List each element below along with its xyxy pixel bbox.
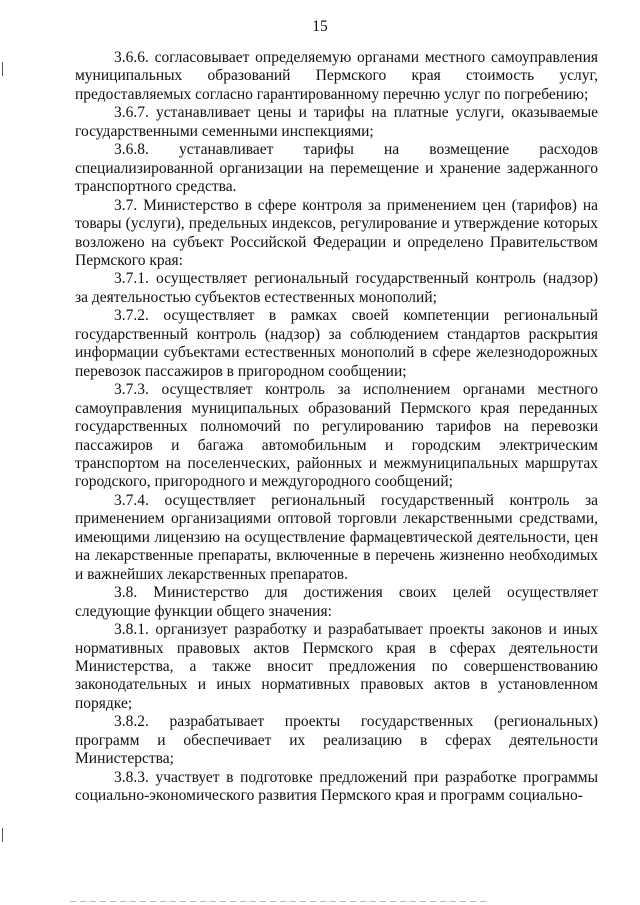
paragraph-3-7-4: 3.7.4. осуществляет региональный государственный контроль за применением организациями оптовой торговли лекарственными средствами, имеющими лицензию на осуществление фармацевтической деятельности, цен на лекарственные препараты, включенные в перечень жизненно необходимых и важнейших лекарственных препаратов.: [75, 491, 598, 583]
paragraph-3-7-2: 3.7.2. осуществляет в рамках своей компетенции региональный государственный контроль (надзор) за соблюдением стандартов раскрытия информации субъектами естественных монополий в сфере железнодорожных перевозок пассажиров в пригородном сообщении;: [75, 307, 598, 380]
paragraph-3-6-8: 3.6.8. устанавливает тарифы на возмещение расходов специализированной организации на перемещение и хранение задержанного транспортного средства.: [75, 141, 598, 196]
paragraph-3-8-1: 3.8.1. организует разработку и разрабатывает проекты законов и иных нормативных правовых актов Пермского края в сферах деятельности Министерства, а также вносит предложения по совершенствованию законодательных и иных нормативных правовых актов в установленном порядке;: [75, 621, 598, 712]
paragraph-3-8: 3.8. Министерство для достижения своих целей осуществляет следующие функции общего значения:: [75, 584, 598, 620]
paragraph-3-8-2: 3.8.2. разрабатывает проекты государственных (региональных) программ и обеспечивает их реализацию в сферах деятельности Министерства;: [75, 713, 598, 768]
document-body: [75, 49, 598, 806]
scan-edge-mark-top: [2, 62, 3, 76]
paragraph-3-7-1: 3.7.1. осуществляет региональный государственный контроль (надзор) за деятельностью субъектов естественных монополий;: [75, 270, 598, 306]
paragraph-3-8-3: 3.8.3. участвует в подготовке предложений при разработке программы социально-экономического развития Пермского края и программ социально-: [75, 768, 598, 805]
paragraph-3-7: 3.7. Министерство в сфере контроля за применением цен (тарифов) на товары (услуги), предельных индексов, регулирование и утверждение которых возложено на субъект Российской Федерации и определено Правительством Пермского края:: [75, 196, 598, 269]
scan-edge-mark-bottom: [2, 828, 3, 842]
paragraph-3-6-6: 3.6.6. согласовывает определяемую органами местного самоуправления муниципальных образований Пермского края стоимость услуг, предоставляемых согласно гарантированному перечню услуг по погребению;: [75, 49, 598, 103]
page-number: 15: [312, 18, 328, 35]
scan-bottom-edge: [70, 901, 490, 902]
paragraph-3-7-3: 3.7.3. осуществляет контроль за исполнением органами местного самоуправления муниципальных образований Пермского края переданных государственных полномочий по регулированию тарифов на перевозки пассажиров и багажа автомобильным и городским электрическим транспортом на поселенческих, районных и межмуниципальных маршрутах городского, пригородного и междугородного сообщений;: [75, 381, 598, 491]
paragraph-3-6-7: 3.6.7. устанавливает цены и тарифы на платные услуги, оказываемые государственными семенными инспекциями;: [75, 104, 598, 140]
